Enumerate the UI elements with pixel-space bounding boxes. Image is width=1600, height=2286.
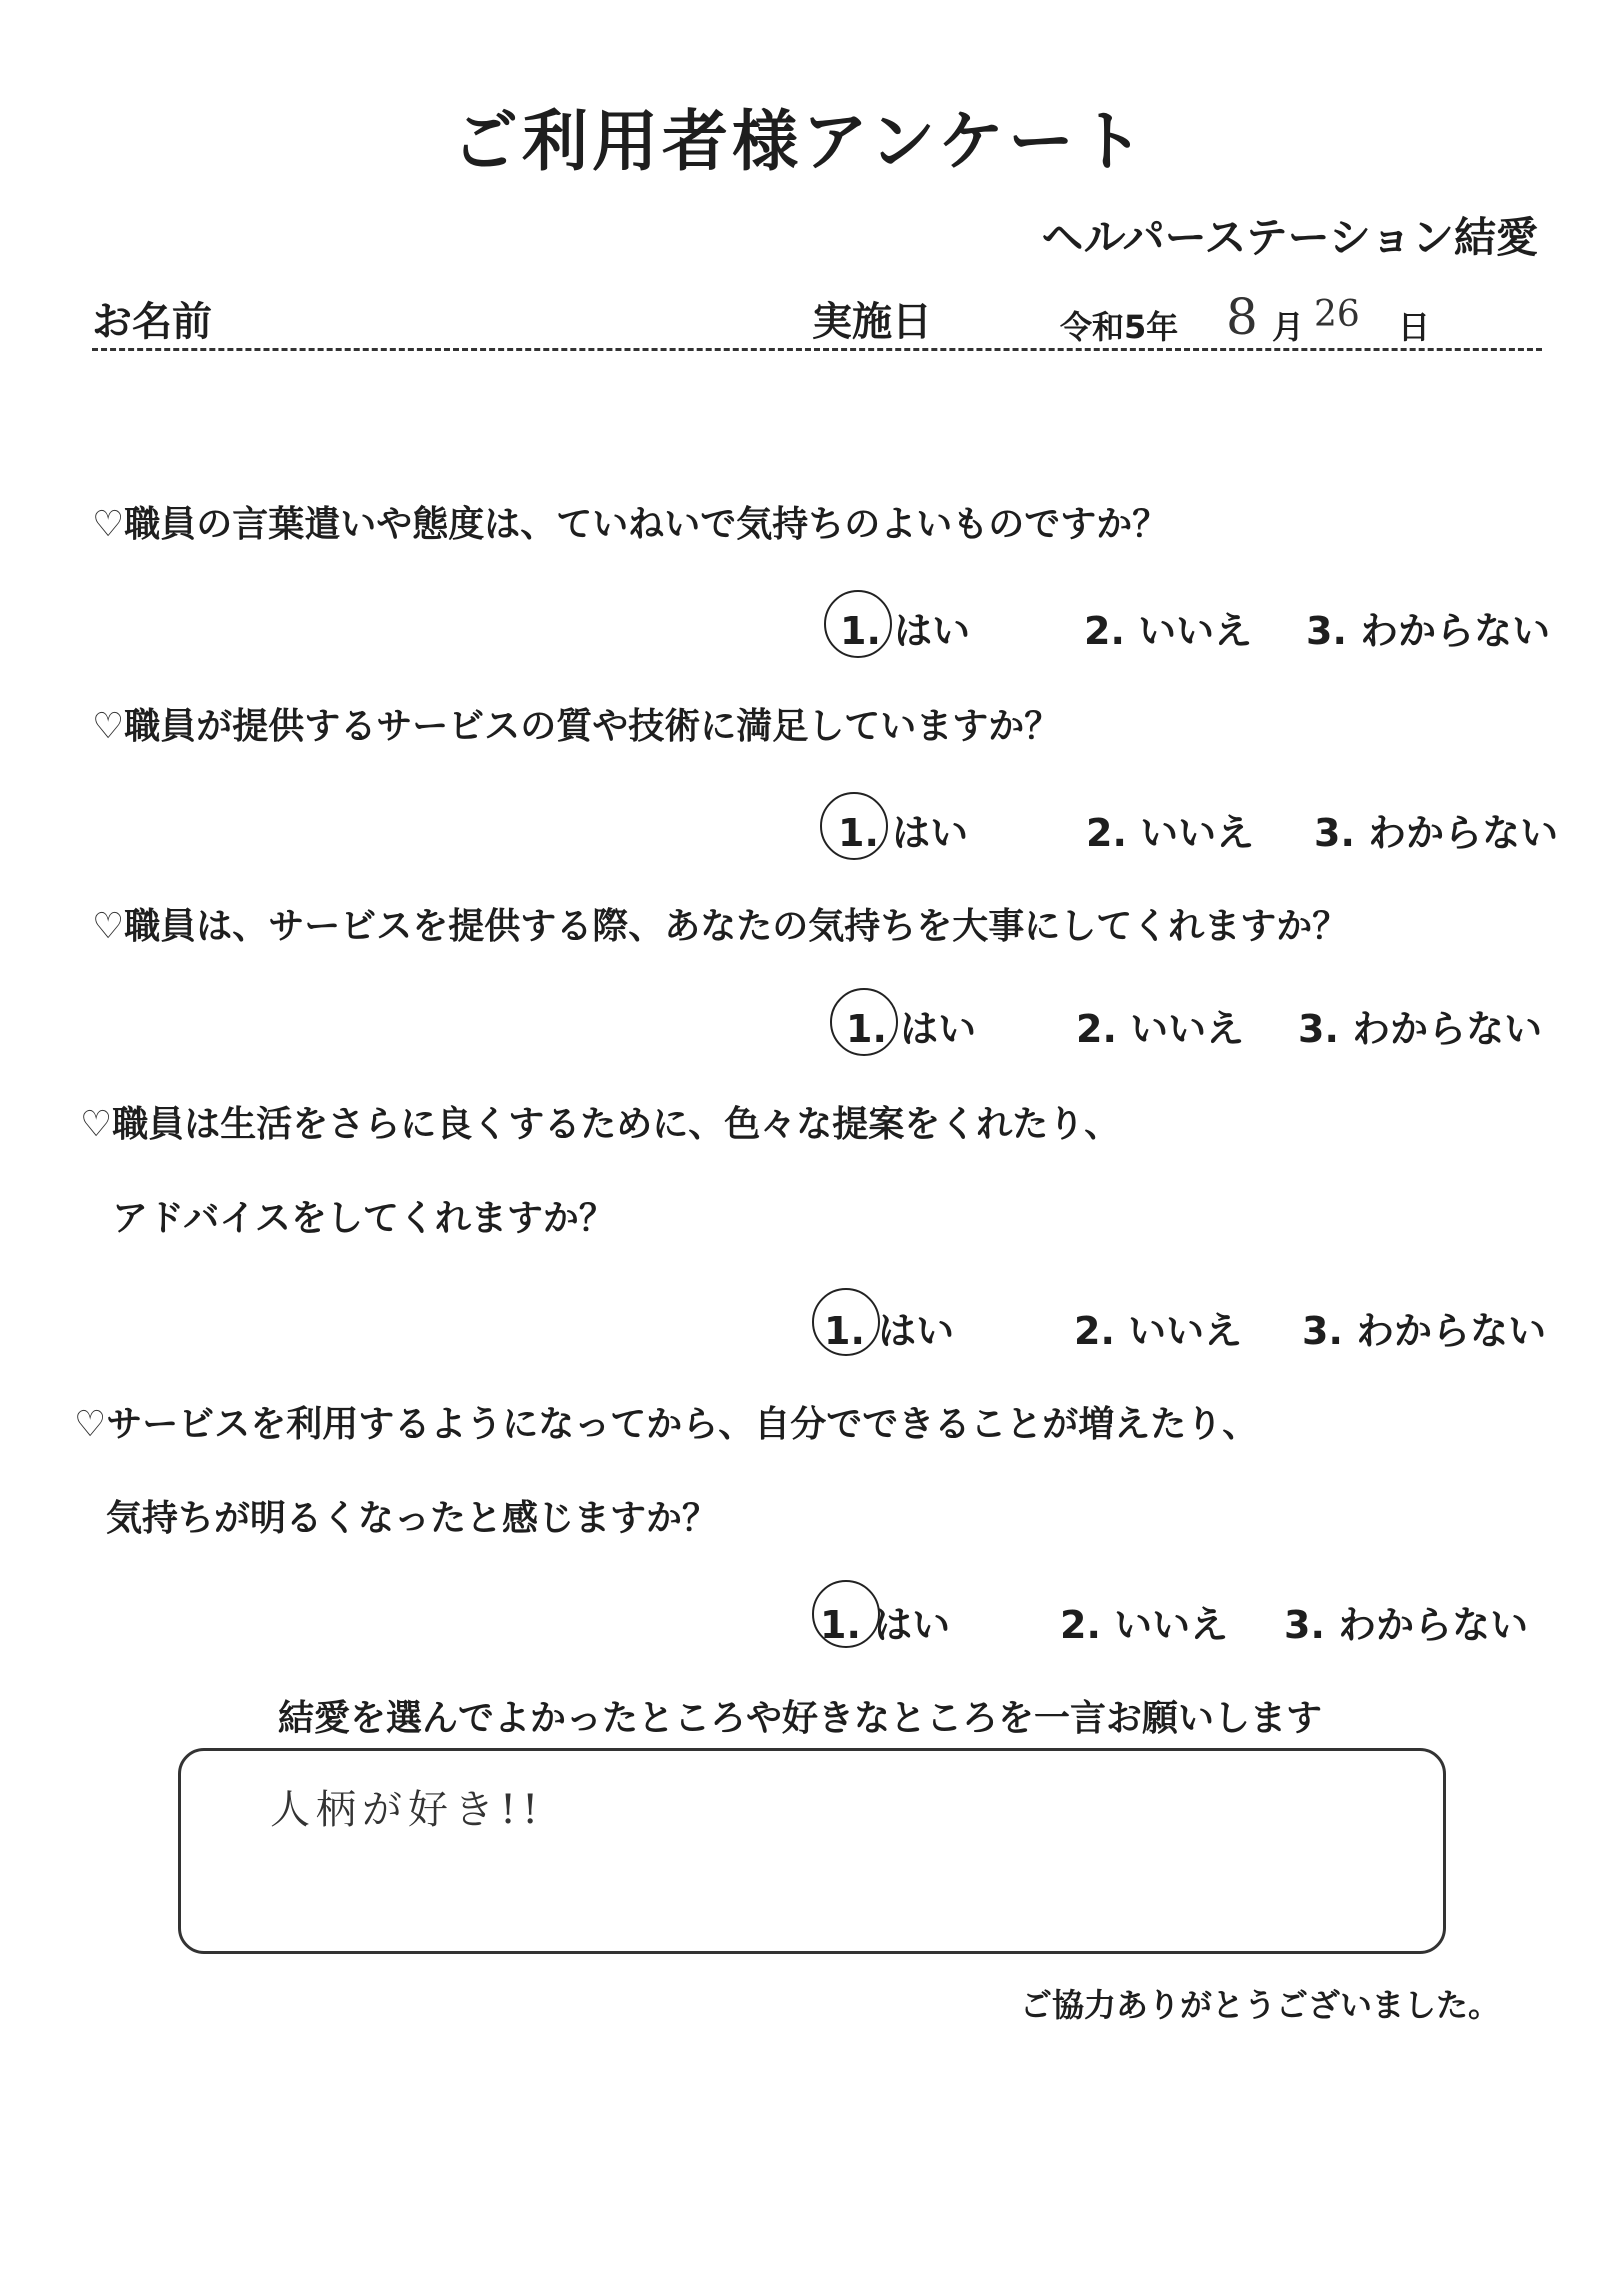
date-era: 令和5年 xyxy=(1060,308,1179,346)
heart-icon: ♡ xyxy=(80,1104,113,1145)
option-yes[interactable]: 1. はい xyxy=(846,1007,977,1051)
question-3-options xyxy=(0,998,1600,1051)
option-yes[interactable]: 1. はい xyxy=(840,609,971,653)
option-unknown[interactable]: 3. わからない xyxy=(1284,1603,1529,1647)
option-no[interactable]: 2. いいえ xyxy=(1074,1309,1243,1353)
question-2-options xyxy=(0,802,1600,855)
date-label: 実施日 xyxy=(812,299,932,345)
comment-prompt: 結愛を選んでよかったところや好きなところを一言お願いします xyxy=(277,1698,1322,1739)
question-5-text: サービスを利用するようになってから、自分でできることが増えたり、 xyxy=(106,1404,1259,1445)
heart-icon: ♡ xyxy=(74,1404,107,1445)
option-no[interactable]: 2. いいえ xyxy=(1086,811,1255,855)
question-4-text: 職員は生活をさらに良くするために、色々な提案をくれたり、 xyxy=(112,1104,1121,1145)
date-day-value[interactable]: 26 xyxy=(1314,294,1360,335)
option-yes[interactable]: 1. はい xyxy=(838,811,969,855)
question-2 xyxy=(92,698,1060,749)
date-month-value[interactable]: 8 xyxy=(1226,288,1258,346)
question-1-options xyxy=(0,600,1600,653)
option-yes[interactable]: 1. はい xyxy=(824,1309,955,1353)
thanks-message: ご協力ありがとうございました。 xyxy=(1019,1986,1500,2024)
name-label: お名前 xyxy=(92,299,212,345)
option-no[interactable]: 2. いいえ xyxy=(1076,1007,1245,1051)
heart-icon: ♡ xyxy=(92,906,125,947)
option-unknown[interactable]: 3. わからない xyxy=(1314,811,1559,855)
organization-name: ヘルパーステーション結愛 xyxy=(1041,213,1538,262)
question-5-options xyxy=(0,1594,1600,1647)
date-month-unit: 月 xyxy=(1272,308,1305,346)
question-5 xyxy=(74,1396,1258,1447)
heart-icon: ♡ xyxy=(92,706,125,747)
question-4-options xyxy=(0,1300,1600,1353)
option-unknown[interactable]: 3. わからない xyxy=(1306,609,1551,653)
option-unknown[interactable]: 3. わからない xyxy=(1298,1007,1543,1051)
option-no[interactable]: 2. いいえ xyxy=(1084,609,1253,653)
option-no[interactable]: 2. いいえ xyxy=(1060,1603,1229,1647)
comment-answer: 人柄が好き!! xyxy=(270,1787,545,1833)
question-1 xyxy=(92,496,1168,547)
header-row xyxy=(92,290,1542,351)
question-3-text: 職員は、サービスを提供する際、あなたの気持ちを大事にしてくれますか？ xyxy=(124,906,1349,947)
question-4 xyxy=(80,1096,1120,1147)
question-4-text-line2: アドバイスをしてくれますか？ xyxy=(112,1198,615,1239)
question-1-text: 職員の言葉遣いや態度は、ていねいで気持ちのよいものですか？ xyxy=(124,504,1169,545)
date-day-unit: 日 xyxy=(1398,308,1431,346)
page-title: ご利用者様アンケート xyxy=(451,103,1149,180)
option-unknown[interactable]: 3. わからない xyxy=(1302,1309,1547,1353)
question-5-text-line2: 気持ちが明るくなったと感じますか？ xyxy=(106,1498,719,1539)
question-3 xyxy=(92,898,1348,949)
heart-icon: ♡ xyxy=(92,504,125,545)
option-yes[interactable]: 1. はい xyxy=(820,1603,951,1647)
question-2-text: 職員が提供するサービスの質や技術に満足していますか？ xyxy=(124,706,1061,747)
